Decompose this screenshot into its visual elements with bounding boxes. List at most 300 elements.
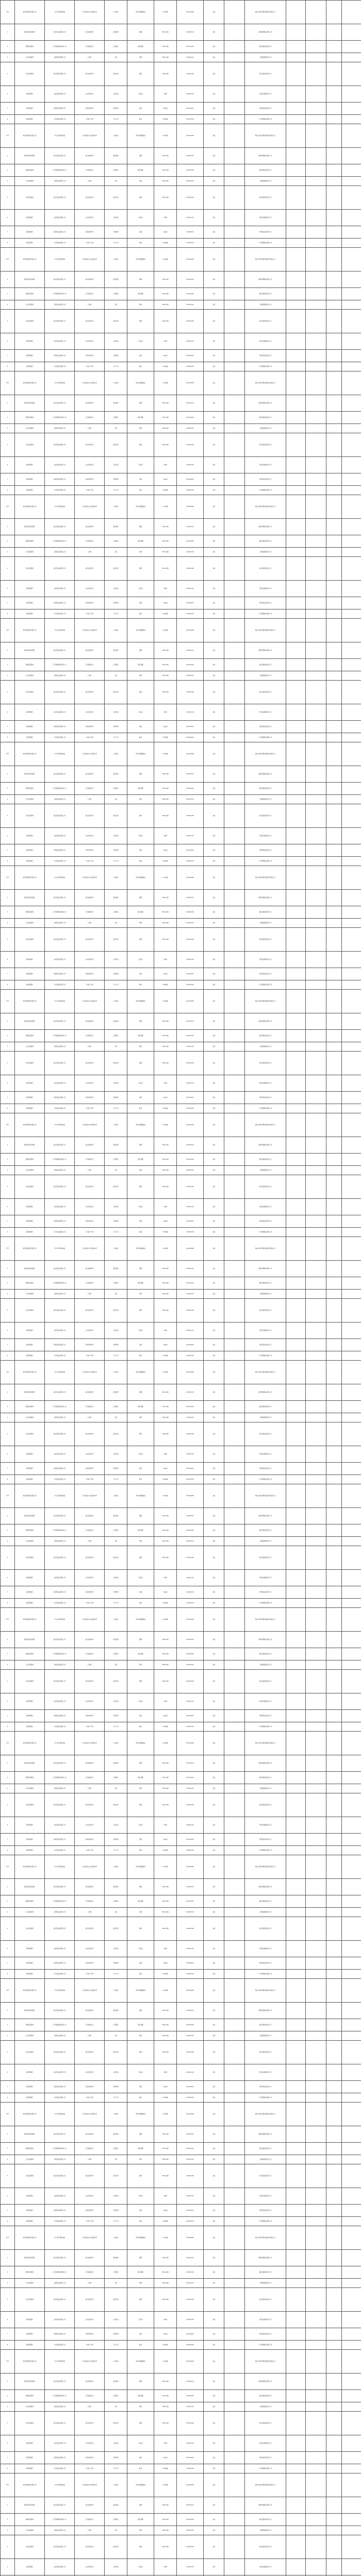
table-cell xyxy=(224,2081,245,2093)
table-cell xyxy=(306,1030,326,1042)
table-cell: 蚝油 xyxy=(127,2093,154,2103)
table-cell: 合格 xyxy=(204,2081,224,2093)
table-cell xyxy=(286,2003,306,2019)
table-cell: 河南省郑州市 xyxy=(75,1215,105,1228)
table-cell xyxy=(224,1030,245,1042)
table-cell xyxy=(224,164,245,177)
table-cell: 浙江省湖州市 xyxy=(75,1137,105,1154)
table-cell: 广东省佛山市文沙路16号 xyxy=(75,371,105,395)
table-cell xyxy=(306,2435,326,2452)
table-cell xyxy=(342,2452,361,2464)
table-cell: 2023/03/15 xyxy=(177,2279,204,2288)
table-cell: 湖州某调味品有限公司 xyxy=(245,148,286,164)
table-cell: 2023/06/01 xyxy=(177,1339,204,1351)
table-cell xyxy=(286,2103,306,2126)
table-cell: 江苏镇江 xyxy=(105,2019,127,2031)
table-cell xyxy=(286,844,306,857)
table-row xyxy=(1,1608,361,1632)
table-cell: 广东某食品有限公司 xyxy=(45,362,75,371)
table-cell: 湖州某超市 xyxy=(15,362,45,371)
table-cell: 合格 xyxy=(204,2412,224,2435)
table-cell: 5 xyxy=(1,1670,15,1693)
table-cell: 2023/02/28 xyxy=(177,681,204,704)
table-cell: 河南某食品有限公司 xyxy=(45,1957,75,1970)
table-cell xyxy=(326,1215,342,1228)
table-cell: 2023/02/28 xyxy=(177,2412,204,2435)
table-cell: 上海市 xyxy=(75,424,105,433)
table-cell: 蚝油 xyxy=(127,1351,154,1361)
table-cell: 浙江某食品有限公司 xyxy=(45,1670,75,1693)
table-cell: 3 xyxy=(1,2019,15,2031)
table-cell xyxy=(326,681,342,704)
table-cell xyxy=(224,795,245,804)
table-cell xyxy=(326,919,342,928)
table-row xyxy=(1,1052,361,1075)
table-cell xyxy=(342,1586,361,1599)
table-cell: 料酒 xyxy=(127,671,154,681)
table-cell: 郑州某面业有限公司 xyxy=(245,2081,286,2093)
table-cell: 1kg/袋 xyxy=(154,968,177,980)
table-cell: 2023/03/15 xyxy=(177,548,204,557)
table-cell xyxy=(326,62,342,86)
table-cell: 山东青岛 xyxy=(105,86,127,103)
table-cell xyxy=(224,53,245,62)
table-cell: 杭州金夏贸易有限公司 xyxy=(15,1361,45,1384)
table-cell: 2 xyxy=(1,766,15,783)
table-cell: 3 xyxy=(1,1524,15,1537)
table-cell: 浙江省杭州市 xyxy=(75,1299,105,1323)
table-cell: 上海市 xyxy=(75,2279,105,2288)
table-cell: 500mL/瓶 xyxy=(154,2402,177,2412)
table-row xyxy=(1,288,361,300)
table-cell: 花生油 xyxy=(127,1199,154,1215)
table-cell: 2023/04/20 xyxy=(177,659,204,671)
table-cell: 500mL/瓶 xyxy=(154,1546,177,1570)
table-cell: 2023/06/01 xyxy=(177,350,204,362)
table-cell xyxy=(342,2064,361,2081)
table-cell: 广州某调味品有限公司 xyxy=(245,609,286,619)
table-cell xyxy=(306,2312,326,2328)
table-cell: 上海市 xyxy=(75,2402,105,2412)
table-cell: 河南省郑州市 xyxy=(75,1339,105,1351)
table-cell xyxy=(306,557,326,581)
table-cell: 合格 xyxy=(204,24,224,41)
table-cell: 2023/03/15 xyxy=(177,424,204,433)
table-cell: 海天味极鲜酱油 xyxy=(127,2226,154,2250)
table-cell: 郑州某面业有限公司 xyxy=(245,1710,286,1722)
table-cell xyxy=(342,62,361,86)
table-cell xyxy=(286,2164,306,2188)
table-cell: 序号 xyxy=(1,1361,15,1384)
table-cell: 合格 xyxy=(204,1586,224,1599)
table-cell: 青岛某油脂有限公司 xyxy=(245,581,286,597)
table-cell xyxy=(326,1446,342,1463)
table-cell xyxy=(286,980,306,990)
table-cell: 6 xyxy=(1,704,15,721)
table-cell: 上海某酿造有限公司 xyxy=(245,2402,286,2412)
table-cell xyxy=(306,1166,326,1175)
table-cell: 广东某食品有限公司 xyxy=(45,2341,75,2350)
table-cell xyxy=(306,2452,326,2464)
table-cell: 上海某食品有限公司 xyxy=(45,2526,75,2535)
table-cell xyxy=(286,609,306,619)
table-cell: 上海某食品有限公司 xyxy=(45,2279,75,2288)
table-cell: 合格 xyxy=(204,1137,224,1154)
table-cell: 山东省青岛市 xyxy=(75,581,105,597)
table-cell xyxy=(342,350,361,362)
table-cell xyxy=(224,1855,245,1879)
table-cell xyxy=(326,1261,342,1277)
table-cell xyxy=(326,2279,342,2288)
table-cell xyxy=(224,1277,245,1290)
table-cell: 上海 xyxy=(105,2155,127,2164)
table-cell: 4 xyxy=(1,919,15,928)
table-cell: 2023/06/01 xyxy=(177,968,204,980)
table-cell xyxy=(286,1670,306,1693)
table-cell xyxy=(306,2217,326,2226)
table-cell: 浙江某食品有限公司 xyxy=(45,2126,75,2143)
table-cell: 湖州南浔区某超市 xyxy=(15,1879,45,1895)
table-row xyxy=(1,24,361,41)
table-cell xyxy=(286,164,306,177)
table-cell: 湖州某调味品有限公司 xyxy=(245,2374,286,2390)
table-cell xyxy=(224,362,245,371)
table-cell: 湖州某调味品有限公司 xyxy=(245,2497,286,2514)
table-cell: 镇江某醋业有限公司 xyxy=(245,783,286,795)
table-cell xyxy=(286,2452,306,2464)
table-row xyxy=(1,1463,361,1475)
table-cell xyxy=(342,2464,361,2473)
table-cell: 湖州某超市 xyxy=(15,1941,45,1957)
table-row xyxy=(1,659,361,671)
table-cell: 料酒 xyxy=(127,2279,154,2288)
table-cell xyxy=(342,1599,361,1608)
table-cell xyxy=(306,1855,326,1879)
table-cell: 湖州某超市 xyxy=(15,733,45,742)
table-cell: 江苏某调味品有限公司 xyxy=(45,164,75,177)
table-cell xyxy=(326,2497,342,2514)
table-cell: 500mL/瓶 xyxy=(154,519,177,535)
table-cell: 杭州金夏贸易有限公司 xyxy=(15,2226,45,2250)
table-cell xyxy=(306,86,326,103)
table-cell: 蚝油 xyxy=(127,1722,154,1732)
table-cell: 广东省广州市 xyxy=(75,980,105,990)
table-cell: 浙江湖州 xyxy=(105,890,127,906)
table-cell: 500mL/瓶 xyxy=(154,766,177,783)
table-cell: 杭州金夏贸易有限公司 xyxy=(15,2473,45,2497)
table-cell xyxy=(286,2374,306,2390)
table-cell: 合格 xyxy=(204,1299,224,1323)
table-cell: 江苏某调味品有限公司 xyxy=(45,2390,75,2402)
table-cell: 广东佛山 xyxy=(105,2226,127,2250)
table-cell: 广东某食品有限公司 xyxy=(45,1970,75,1979)
table-cell: 广东 海天调味食品 xyxy=(45,2103,75,2126)
table-row xyxy=(1,1632,361,1648)
table-cell xyxy=(286,766,306,783)
table-cell xyxy=(326,742,342,766)
table-cell: 500mL/瓶 xyxy=(154,1879,177,1895)
table-cell: 2023/03/15 xyxy=(177,2402,204,2412)
table-cell: 2023/04/20 xyxy=(177,1401,204,1413)
table-cell xyxy=(342,1546,361,1570)
table-cell xyxy=(306,148,326,164)
table-cell xyxy=(342,2535,361,2559)
table-cell xyxy=(342,186,361,210)
table-cell xyxy=(326,2559,342,2575)
table-cell: 合格 xyxy=(204,1772,224,1784)
table-cell: 浙江湖州 xyxy=(105,395,127,412)
table-row xyxy=(1,1793,361,1817)
table-cell: 广东 海天调味食品 xyxy=(45,1732,75,1755)
table-cell: 合格 xyxy=(204,2126,224,2143)
table-cell xyxy=(224,424,245,433)
table-cell: 6 xyxy=(1,1323,15,1339)
table-cell xyxy=(342,333,361,350)
table-cell: 广东广州 xyxy=(105,1104,127,1113)
table-cell xyxy=(342,1,361,24)
table-cell: 镇江某醋业有限公司 xyxy=(245,41,286,53)
table-cell: 5 xyxy=(1,2288,15,2312)
table-cell: 7 xyxy=(1,1092,15,1104)
table-cell: 广东广州 xyxy=(105,609,127,619)
table-cell: 上海市 xyxy=(75,919,105,928)
table-cell: 佛山市海天调味食品股份有限公司 xyxy=(245,248,286,272)
table-cell xyxy=(286,239,306,248)
table-cell: 湖州某超市 xyxy=(15,1693,45,1710)
table-cell: 海天味极鲜酱油 xyxy=(127,248,154,272)
table-cell: 花生油 xyxy=(127,86,154,103)
table-cell xyxy=(306,2288,326,2312)
table-cell: 500mL/瓶 xyxy=(154,433,177,457)
table-cell: 4 xyxy=(1,1908,15,1917)
table-cell: 2023/06/01 xyxy=(177,473,204,486)
table-cell: 500mL/瓶 xyxy=(154,804,177,828)
table-cell: 山东省青岛市 xyxy=(75,1570,105,1586)
table-cell xyxy=(286,2279,306,2288)
table-cell xyxy=(224,2126,245,2143)
table-row xyxy=(1,1846,361,1855)
table-cell xyxy=(342,1175,361,1199)
table-cell: 广东广州 xyxy=(105,362,127,371)
table-cell: 浙江某食品有限公司 xyxy=(45,890,75,906)
table-cell: 2023/06/01 xyxy=(177,597,204,609)
table-cell xyxy=(342,2279,361,2288)
table-cell xyxy=(286,990,306,1013)
table-cell: 河南省郑州市 xyxy=(75,844,105,857)
table-cell: 2 xyxy=(1,519,15,535)
table-cell: 上海某食品有限公司 xyxy=(45,1413,75,1422)
table-cell: 上海 xyxy=(105,795,127,804)
table-cell: 2023/05/18 xyxy=(177,486,204,495)
table-cell: 佛山市海天调味食品股份有限公司 xyxy=(245,1855,286,1879)
table-cell xyxy=(342,1834,361,1846)
table-cell xyxy=(224,1772,245,1784)
table-row xyxy=(1,2341,361,2350)
table-cell: 浙江某食品有限公司 xyxy=(45,148,75,164)
table-cell: 合格 xyxy=(204,210,224,226)
table-row xyxy=(1,795,361,804)
table-cell: 江苏镇江 xyxy=(105,659,127,671)
table-cell xyxy=(306,1290,326,1299)
table-cell: 料酒 xyxy=(127,1166,154,1175)
table-cell: 1kg/袋 xyxy=(154,2452,177,2464)
table-cell xyxy=(342,795,361,804)
table-cell xyxy=(224,742,245,766)
table-cell: 料酒 xyxy=(127,2155,154,2164)
table-cell xyxy=(306,828,326,844)
table-cell: 浙江某食品有限公司 xyxy=(45,1013,75,1030)
table-cell: 广州某调味品有限公司 xyxy=(245,2341,286,2350)
table-cell: 700g/瓶 xyxy=(154,486,177,495)
table-cell xyxy=(326,124,342,148)
table-cell xyxy=(224,1,245,24)
table-cell: 合格 xyxy=(204,2341,224,2350)
table-cell xyxy=(306,2093,326,2103)
table-cell: 广州某调味品有限公司 xyxy=(245,1599,286,1608)
table-cell: 料酒 xyxy=(127,2031,154,2041)
table-row xyxy=(1,1834,361,1846)
table-cell: 合格 xyxy=(204,1323,224,1339)
table-cell: 5L/桶 xyxy=(154,2312,177,2328)
table-row xyxy=(1,1237,361,1261)
table-cell: 700g/瓶 xyxy=(154,1722,177,1732)
table-row xyxy=(1,1508,361,1524)
table-cell: 1kg/袋 xyxy=(154,1957,177,1970)
table-cell: 500mL/瓶 xyxy=(154,1299,177,1323)
table-cell: 合格 xyxy=(204,2164,224,2188)
table-cell: 料酒 xyxy=(127,300,154,310)
table-cell xyxy=(306,457,326,473)
table-cell: 广东某食品有限公司 xyxy=(45,2093,75,2103)
table-cell: 合格 xyxy=(204,2526,224,2535)
table-cell: 上海某酿造有限公司 xyxy=(245,53,286,62)
table-cell xyxy=(306,1755,326,1772)
table-cell: 2023/06/08 xyxy=(177,1361,204,1384)
table-cell xyxy=(286,952,306,968)
table-cell xyxy=(306,164,326,177)
table-cell xyxy=(286,210,306,226)
table-cell xyxy=(306,2526,326,2535)
table-cell: 2023/02/28 xyxy=(177,310,204,333)
table-cell: 合格 xyxy=(204,148,224,164)
table-row xyxy=(1,619,361,642)
table-cell xyxy=(306,300,326,310)
table-cell: 杭州金夏贸易有限公司 xyxy=(15,124,45,148)
table-cell xyxy=(326,2473,342,2497)
table-cell: 佛山市海天调味食品股份有限公司 xyxy=(245,2103,286,2126)
table-cell: 郑州某面业有限公司 xyxy=(245,2452,286,2464)
table-cell: 500mL/瓶 xyxy=(154,1537,177,1546)
table-cell: 黄酒 xyxy=(127,62,154,86)
table-cell xyxy=(306,721,326,733)
table-cell: 安吉县某超市 xyxy=(15,1917,45,1941)
table-cell: 2023/04/20 xyxy=(177,2143,204,2155)
table-cell: 合格 xyxy=(204,1755,224,1772)
table-cell: 浙江省杭州市 xyxy=(75,1422,105,1446)
table-cell: 6 xyxy=(1,2435,15,2452)
table-cell xyxy=(342,1384,361,1401)
table-cell xyxy=(224,1261,245,1277)
table-cell: 海天味极鲜酱油 xyxy=(127,1979,154,2003)
table-cell: 河南省郑州市 xyxy=(75,2328,105,2341)
table-cell: 2 xyxy=(1,395,15,412)
table-cell: 2023/05/12 xyxy=(177,2126,204,2143)
table-cell xyxy=(286,1917,306,1941)
table-row xyxy=(1,890,361,906)
table-cell xyxy=(306,433,326,457)
table-cell: 黄酒 xyxy=(127,928,154,952)
table-cell: 郑州某面业有限公司 xyxy=(245,721,286,733)
table-cell: 5L/桶 xyxy=(154,1199,177,1215)
table-cell: 浙江省湖州市 xyxy=(75,1879,105,1895)
table-cell: 500mL/瓶 xyxy=(154,1793,177,1817)
table-cell: 青岛某油脂有限公司 xyxy=(245,1446,286,1463)
table-row xyxy=(1,486,361,495)
table-cell xyxy=(342,1075,361,1092)
table-cell: 合格 xyxy=(204,1957,224,1970)
table-cell: 绍兴某酒业有限公司 xyxy=(245,62,286,86)
table-cell: 浙江省湖州市 xyxy=(75,272,105,288)
table-cell: 5L/桶 xyxy=(154,704,177,721)
table-cell: 1kg/袋 xyxy=(154,721,177,733)
table-row xyxy=(1,62,361,86)
table-cell: 合格 xyxy=(204,164,224,177)
table-cell: 江苏某调味品有限公司 xyxy=(45,1772,75,1784)
table-row xyxy=(1,2217,361,2226)
table-cell xyxy=(224,2217,245,2226)
table-cell: 浙江杭州 xyxy=(105,2535,127,2559)
table-cell xyxy=(306,2081,326,2093)
table-cell xyxy=(342,239,361,248)
table-cell: 550mL/瓶 xyxy=(154,783,177,795)
table-cell: 5L/桶 xyxy=(154,1075,177,1092)
table-cell: 合格 xyxy=(204,2226,224,2250)
table-cell xyxy=(224,919,245,928)
table-cell: 德清县某超市 xyxy=(15,2143,45,2155)
table-cell xyxy=(342,1475,361,1484)
table-cell xyxy=(286,1323,306,1339)
table-cell: 河南某食品有限公司 xyxy=(45,721,75,733)
table-row xyxy=(1,350,361,362)
table-cell: 2 xyxy=(1,1137,15,1154)
table-cell: 河南省郑州市 xyxy=(75,2205,105,2217)
table-cell: 上海 xyxy=(105,1660,127,1670)
table-cell: 2 xyxy=(1,1632,15,1648)
table-cell: 湖州某调味品有限公司 xyxy=(245,1137,286,1154)
table-row xyxy=(1,2464,361,2473)
table-cell: 上海某食品有限公司 xyxy=(45,1908,75,1917)
table-cell: 浙江湖州 xyxy=(105,1879,127,1895)
table-cell: 合格 xyxy=(204,1290,224,1299)
table-cell: 2023/06/01 xyxy=(177,103,204,115)
table-cell: 绍兴某酒业有限公司 xyxy=(245,310,286,333)
table-cell: 合格 xyxy=(204,519,224,535)
table-cell xyxy=(326,1137,342,1154)
table-cell xyxy=(326,1632,342,1648)
table-cell: 6 xyxy=(1,333,15,350)
table-body xyxy=(1,1,361,2576)
table-cell: 2023/05/12 xyxy=(177,148,204,164)
table-cell: 浙江某食品有限公司 xyxy=(45,310,75,333)
table-cell: 安吉县某超市 xyxy=(15,2535,45,2559)
table-cell xyxy=(286,906,306,919)
table-cell: 德清县某超市 xyxy=(15,783,45,795)
table-cell: 江苏某调味品有限公司 xyxy=(45,2266,75,2279)
table-cell xyxy=(224,1413,245,1422)
table-cell: 广东省佛山市文沙路16号 xyxy=(75,990,105,1013)
table-cell: 2023/03/15 xyxy=(177,795,204,804)
table-cell xyxy=(326,1732,342,1755)
